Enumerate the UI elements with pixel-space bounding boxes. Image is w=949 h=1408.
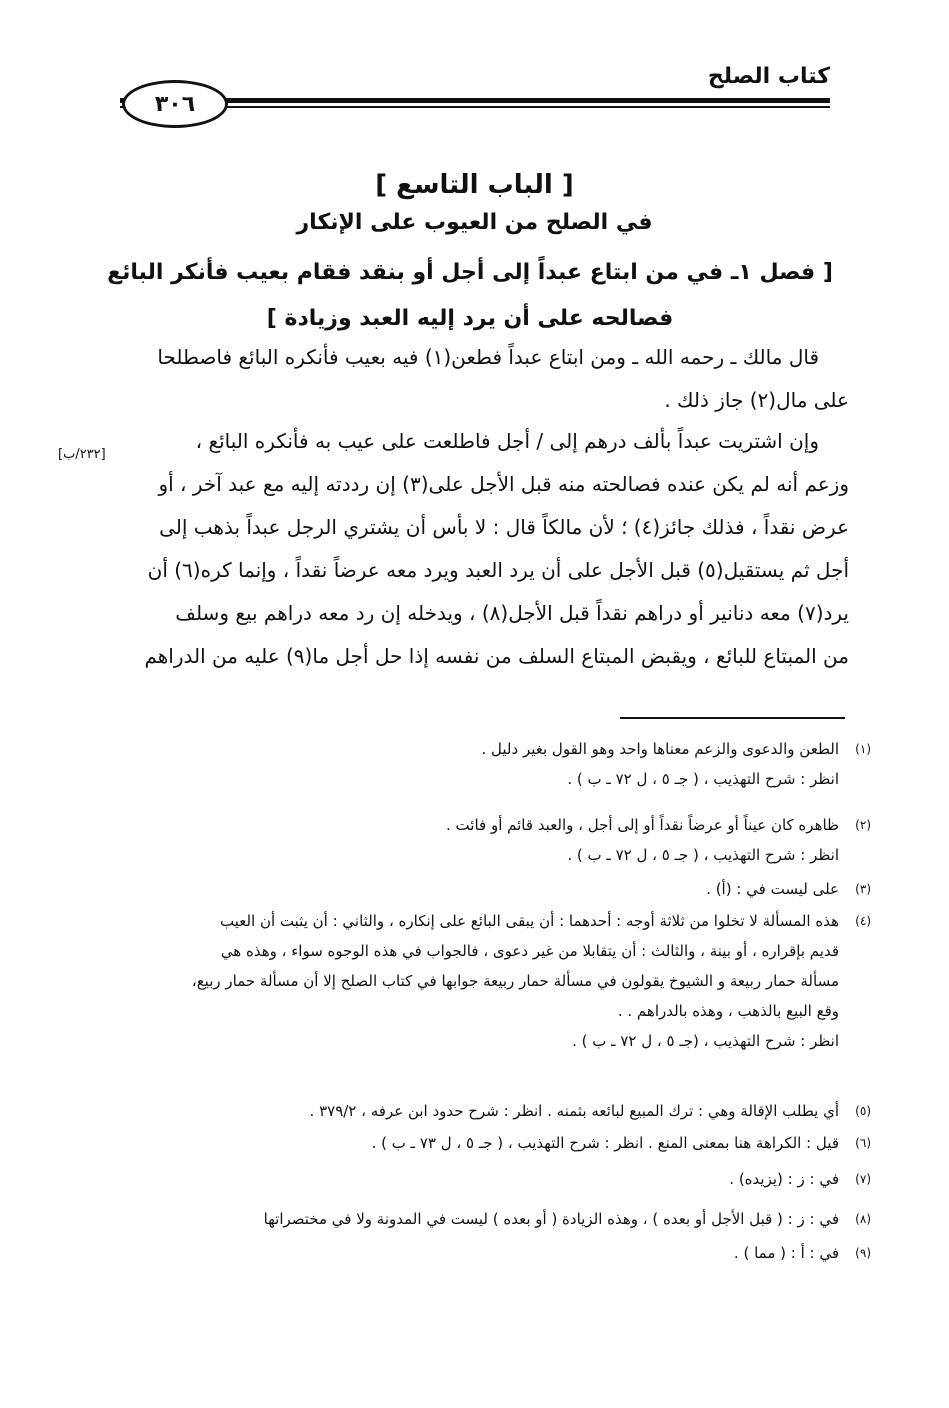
footnote-number: (٦) [855,1136,871,1150]
page-number-badge [122,80,228,128]
paragraph-line: وزعم أنه لم يكن عنده فصالحته منه قبل الأجل على(٣) إن رددته إليه مع عبد آخر ، أو [158,472,849,496]
chapter-title: [ الباب التاسع ] [375,170,574,200]
footnote-1 [139,734,871,794]
footnote-5 [139,1096,871,1126]
footnote-line: مسألة حمار ربيعة و الشيوخ يقولون في مسألة حمار ربيعة جوابها في كتاب الصلح إلا أن مسألة حمار ربيع، [191,972,839,990]
footnote-line: هذه المسألة لا تخلوا من ثلاثة أوجه : أحدهما : أن يبقى البائع على إنكاره ، والثاني : أن يثبت أن العيب [219,912,839,930]
footnote-7 [139,1164,871,1194]
footnote-line: قديم بإقراره ، أو بينة ، والثالث : أن يتقابلا من غير دعوى ، فالجواب في هذه الوجوه سواء ، وهذه هي [220,942,839,960]
footnote-line: ظاهره كان عيناً أو عرضاً نقداً أو إلى أجل ، والعبد قائم أو فائت . [446,816,839,834]
footnote-line: على ليست في : (أ) . [706,880,839,898]
footnote-2 [139,810,871,870]
footnote-4 [139,906,871,1056]
footnote-number: (٢) [855,818,871,832]
footnote-line: انظر : شرح التهذيب ، (جـ ٥ ، ل ٧٢ ـ ب ) . [572,1032,839,1050]
footnote-line: انظر : شرح التهذيب ، ( جـ ٥ ، ل ٧٢ ـ ب ) . [567,770,839,788]
footnote-number: (٨) [855,1212,871,1226]
paragraph-line: أجل ثم يستقيل(٥) قبل الأجل على أن يرد العبد ويرد معه عرضاً نقداً ، وإنما كره(٦) أن [147,558,849,582]
running-title: كتاب الصلح [707,64,830,89]
footnote-number: (٤) [855,914,871,928]
chapter-subject: في الصلح من العيوب على الإنكار [296,210,653,235]
footnote-line: في : ز : (يزيده) . [729,1170,839,1188]
paragraph-line: وإن اشتريت عبداً بألف درهم إلى / أجل فاطلعت على عيب به فأنكره البائع ، [195,429,819,453]
footnote-line: في : ز : ( قبل الأجل أو بعده ) ، وهذه الزيادة ( أو بعده ) ليست في المدونة ولا في مختصراتها [263,1210,839,1228]
section-title: [ فصل ١ـ في من ابتاع عبداً إلى أجل أو بنقد فقام بعيب فأنكر البائع فصالحه على أن يرد إليه العبد وزيادة ] [107,260,833,331]
footnote-line: انظر : شرح التهذيب ، ( جـ ٥ ، ل ٧٢ ـ ب ) . [567,846,839,864]
footnote-number: (١) [855,742,871,756]
footnote-number: (٩) [855,1246,871,1260]
footnote-rule [620,717,845,719]
footnote-line: في : أ : ( مما ) . [733,1244,839,1262]
paragraph-1 [119,336,849,422]
paragraph-2 [119,420,849,678]
paragraph-line: على مال(٢) جاز ذلك . [664,388,849,412]
footnote-6 [139,1128,871,1158]
footnote-line: الطعن والدعوى والزعم معناها واحد وهو القول بغير دليل . [481,740,839,758]
paragraph-line: قال مالك ـ رحمه الله ـ ومن ابتاع عبداً فطعن(١) فيه بعيب فأنكره البائع فاصطلحا [157,345,819,369]
paragraph-line: من المبتاع للبائع ، ويقبض المبتاع السلف من نفسه إذا حل أجل ما(٩) عليه من الدراهم [144,644,849,668]
page-number: ٣٠٦ [154,91,196,117]
footnote-number: (٧) [855,1172,871,1186]
footnote-9 [139,1238,871,1268]
footnote-8 [139,1204,871,1234]
footnote-line: قيل : الكراهة هنا بمعنى المنع . انظر : شرح التهذيب ، ( جـ ٥ ، ل ٧٣ ـ ب ) . [371,1134,839,1152]
margin-reference: [٢٣٢/ب] [58,447,106,462]
footnote-line: أي يطلب الإقالة وهي : ترك المبيع لبائعه بثمنه . انظر : شرح حدود ابن عرفه ، ٣٧٩/٢ . [309,1102,839,1120]
paragraph-line: عرض نقداً ، فذلك جائز(٤) ؛ لأن مالكاً قال : لا بأس أن يشتري الرجل عبداً بذهب إلى [159,515,849,539]
footnote-number: (٥) [855,1104,871,1118]
footnote-3 [139,874,871,904]
paragraph-line: يرد(٧) معه دنانير أو دراهم نقداً قبل الأجل(٨) ، ويدخله إن رد معه دراهم بيع وسلف [175,601,849,625]
footnote-number: (٣) [855,882,871,896]
footnote-line: وقع البيع بالذهب ، وهذه بالدراهم . . [617,1002,839,1020]
